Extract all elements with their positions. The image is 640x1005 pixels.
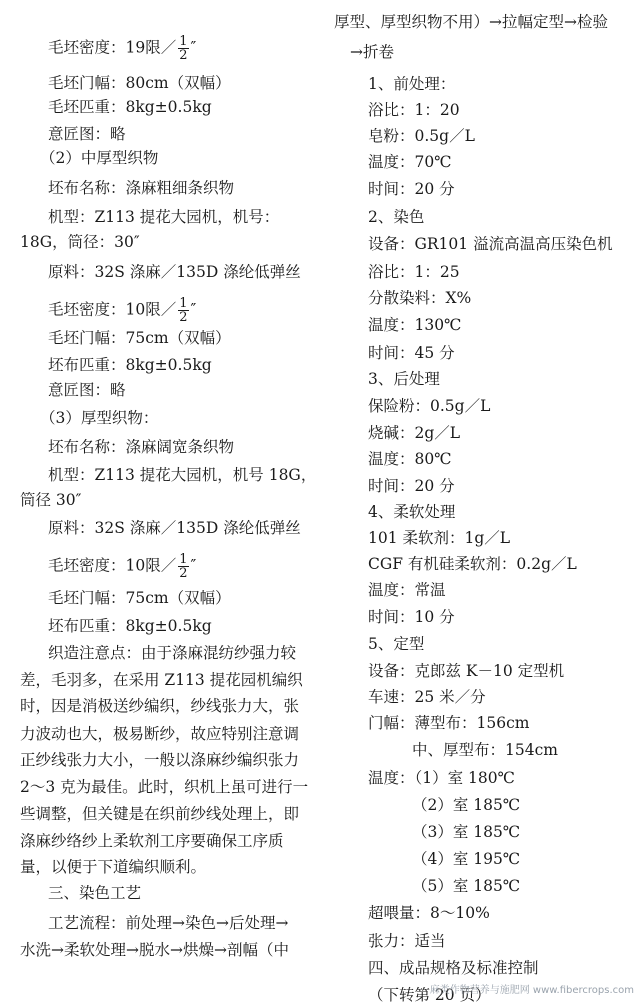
- right-line: 中、厚型布：154cm: [412, 741, 558, 759]
- left-line: （3）厚型织物：: [40, 409, 159, 427]
- left-line: 2～3 克为最佳。此时，织机上虽可进行一: [20, 778, 309, 796]
- left-line: 差，毛羽多，在采用 Z113 提花园机编织: [20, 671, 303, 689]
- left-line: 机型：Z113 提花大园机，机号：: [48, 208, 280, 226]
- right-line: →折卷: [350, 43, 394, 61]
- line-value: 10限／: [125, 556, 177, 575]
- right-line: 温度：70℃: [368, 153, 452, 171]
- fraction-denominator: 2: [179, 310, 188, 325]
- right-line: （下转第 20 页）: [368, 986, 491, 1004]
- right-line: 保险粉：0.5g／L: [368, 397, 491, 415]
- right-line: 张力：适当: [368, 932, 446, 950]
- right-line: 温度：常温: [368, 581, 446, 599]
- fraction-numerator: 1: [179, 296, 188, 311]
- line-label: 毛坯密度：: [48, 38, 126, 57]
- line-suffix: ″: [190, 556, 197, 575]
- left-line: 筒径 30″: [20, 491, 82, 509]
- left-line: 意匠图：略: [48, 125, 126, 143]
- line-suffix: ″: [190, 300, 197, 319]
- right-line: 4、柔软处理: [368, 503, 456, 521]
- right-line: 烧碱：2g／L: [368, 424, 461, 442]
- left-line: 时，因是消极送纱编织，纱线张力大，张: [20, 697, 300, 715]
- left-line: 正纱线张力大小，一般以涤麻纱编织张力: [20, 751, 300, 769]
- left-line: 毛坯匹重：8kg±0.5kg: [48, 98, 212, 116]
- left-line: 毛坯门幅：80cm（双幅）: [48, 74, 231, 92]
- left-line: 坯布匹重：8kg±0.5kg: [48, 356, 212, 374]
- left-line: [48, 297, 196, 324]
- fraction: [178, 35, 188, 62]
- left-line: 织造注意点：由于涤麻混纺纱强力较: [48, 644, 297, 662]
- left-line: [48, 553, 196, 580]
- right-line: 温度：130℃: [368, 316, 462, 334]
- fraction: [178, 297, 188, 324]
- line-value: 19限／: [125, 38, 177, 57]
- right-line: 设备：GR101 溢流高温高压染色机: [368, 235, 613, 253]
- left-line: 力波动也大，极易断纱，故应特别注意调: [20, 725, 300, 743]
- right-line: 皂粉：0.5g／L: [368, 127, 475, 145]
- right-line: （4）室 195℃: [412, 850, 521, 868]
- right-line: 分散染料：X%: [368, 289, 472, 307]
- left-line: 意匠图：略: [48, 381, 126, 399]
- left-line: 涤麻纱络纱上柔软剂工序要确保工序质: [20, 832, 284, 850]
- left-line: （2）中厚型织物: [40, 149, 159, 167]
- fraction-denominator: 2: [179, 48, 188, 63]
- fraction-numerator: 1: [179, 34, 188, 49]
- left-line: 坯布名称：涤麻阔宽条织物: [48, 438, 235, 456]
- left-line: 工艺流程：前处理→染色→后处理→: [48, 914, 289, 932]
- left-line: 水洗→柔软处理→脱水→烘燥→剖幅（中: [20, 941, 289, 959]
- left-line: 毛坯门幅：75cm（双幅）: [48, 329, 231, 347]
- left-line: 原料：32S 涤麻／135D 涤纶低弹丝: [48, 519, 301, 537]
- left-line: 坯布名称：涤麻粗细条织物: [48, 179, 235, 197]
- fraction-denominator: 2: [179, 566, 188, 581]
- right-line: 温度：80℃: [368, 450, 452, 468]
- right-line: 设备：克郎兹 K－10 定型机: [368, 662, 565, 680]
- right-line: 时间：20 分: [368, 477, 455, 495]
- line-suffix: ″: [190, 38, 197, 57]
- right-line: 厚型、厚型织物不用）→拉幅定型→检验: [334, 13, 608, 31]
- left-line: 18G，筒径：30″: [20, 233, 140, 251]
- right-line: 超喂量：8～10%: [368, 904, 490, 922]
- right-line: （5）室 185℃: [412, 877, 521, 895]
- left-line: 坯布匹重：8kg±0.5kg: [48, 617, 212, 635]
- right-line: 5、定型: [368, 635, 425, 653]
- right-line: 浴比：1：20: [368, 101, 460, 119]
- left-line: 原料：32S 涤麻／135D 涤纶低弹丝: [48, 263, 301, 281]
- line-label: 毛坯密度：: [48, 300, 126, 319]
- left-line: 三、染色工艺: [48, 884, 142, 902]
- fraction-numerator: 1: [179, 552, 188, 567]
- right-line: 四、成品规格及标准控制: [368, 959, 539, 977]
- right-line: 时间：45 分: [368, 344, 455, 362]
- watermark: 麻类作物营养与施肥网 www.fibercrops.com: [429, 985, 634, 996]
- right-line: 101 柔软剂：1g／L: [368, 529, 511, 547]
- left-line: [48, 35, 196, 62]
- right-line: 1、前处理：: [368, 75, 456, 93]
- left-line: 些调整，但关键是在织前纱线处理上，即: [20, 805, 300, 823]
- fraction: [178, 553, 188, 580]
- right-line: （2）室 185℃: [412, 796, 521, 814]
- right-line: 时间：10 分: [368, 608, 455, 626]
- left-line: 量，以便于下道编织顺利。: [20, 858, 207, 876]
- right-line: 3、后处理: [368, 370, 440, 388]
- right-line: （3）室 185℃: [412, 823, 521, 841]
- right-line: 时间：20 分: [368, 180, 455, 198]
- right-line: CGF 有机硅柔软剂：0.2g／L: [368, 555, 577, 573]
- left-line: 毛坯门幅：75cm（双幅）: [48, 589, 231, 607]
- line-label: 毛坯密度：: [48, 556, 126, 575]
- right-line: 2、染色: [368, 208, 425, 226]
- right-line: 温度：（1）室 180℃: [368, 769, 515, 787]
- line-value: 10限／: [125, 300, 177, 319]
- right-line: 门幅：薄型布：156cm: [368, 714, 530, 732]
- right-line: 车速：25 米／分: [368, 688, 486, 706]
- left-line: 机型：Z113 提花大园机，机号 18G，: [48, 466, 317, 484]
- right-line: 浴比：1：25: [368, 263, 460, 281]
